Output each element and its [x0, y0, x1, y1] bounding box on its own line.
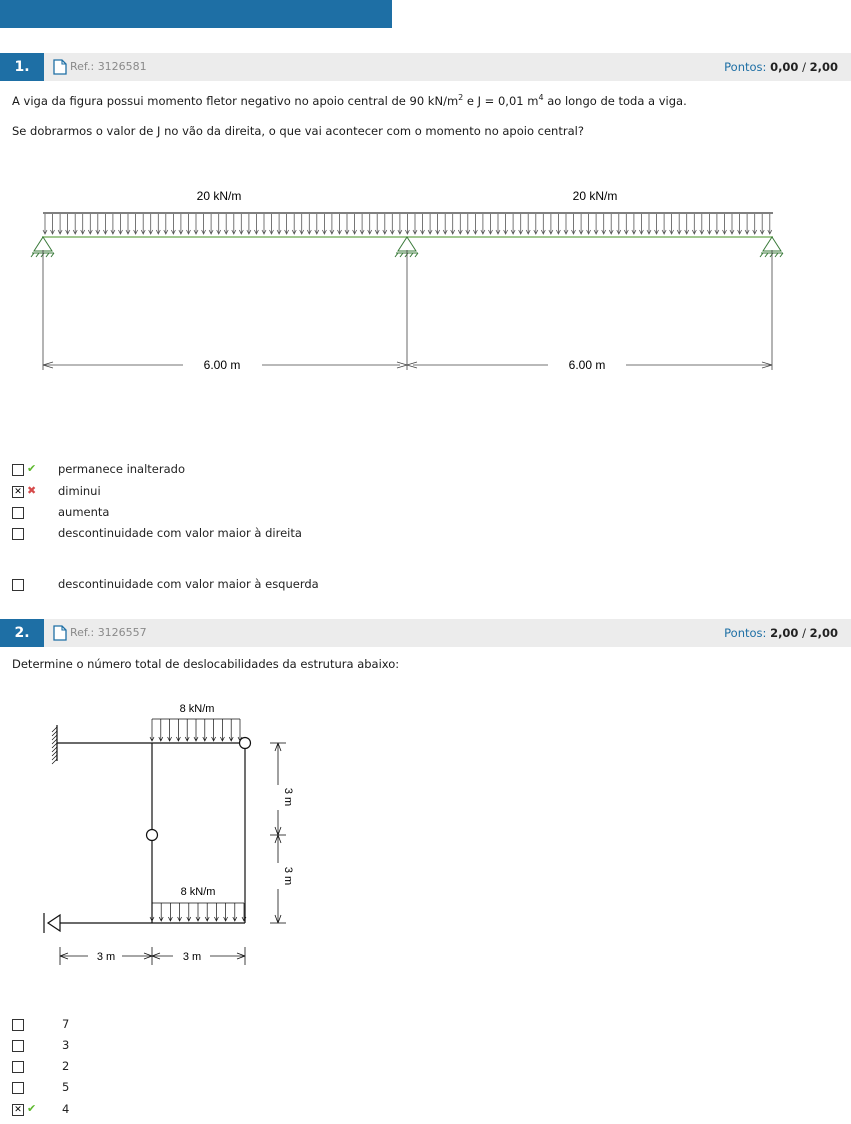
- question-ref: Ref.: 3126581: [70, 60, 147, 73]
- answer-option[interactable]: [12, 462, 432, 480]
- option-label: permanece inalterado: [58, 462, 185, 476]
- checkbox[interactable]: [12, 1019, 24, 1031]
- question-statement: [12, 93, 687, 108]
- question-2-header: [0, 619, 851, 647]
- question-number: 2.: [0, 619, 44, 647]
- answer-option[interactable]: [12, 484, 432, 502]
- superscript: 4: [538, 93, 544, 102]
- load-label-left: 20 kN/m: [196, 189, 242, 203]
- span-label-left: 6.00 m: [203, 358, 241, 372]
- load-label-top: 8 kN/m: [179, 703, 215, 715]
- load-label-bottom: 8 kN/m: [180, 886, 216, 898]
- option-label: 4: [62, 1102, 70, 1116]
- points-label: Pontos:: [724, 626, 771, 640]
- checkbox[interactable]: [12, 579, 24, 591]
- dim-vertical-bottom: 3 m: [282, 866, 294, 886]
- option-label: diminui: [58, 484, 101, 498]
- statement-part: A viga da figura possui momento fletor negativo no apoio central de 90 kN/m: [12, 93, 459, 108]
- document-icon[interactable]: [53, 59, 67, 75]
- question-ref: Ref.: 3126557: [70, 626, 147, 639]
- question-1-header: [0, 53, 851, 81]
- points-separator: /: [798, 626, 810, 640]
- superscript: 2: [458, 93, 464, 102]
- dim-horizontal-left: 3 m: [96, 951, 116, 963]
- question-prompt: Se dobrarmos o valor de J no vão da direita, o que vai acontecer com o momento no apoio central?: [12, 124, 584, 138]
- document-icon[interactable]: [53, 625, 67, 641]
- answer-option[interactable]: [12, 577, 432, 595]
- points-separator: /: [798, 60, 810, 74]
- points-display: [724, 53, 838, 81]
- checkbox-checked[interactable]: ✕: [12, 1104, 24, 1116]
- points-label: Pontos:: [724, 60, 771, 74]
- option-label: aumenta: [58, 505, 110, 519]
- question-statement: Determine o número total de deslocabilidades da estrutura abaixo:: [12, 657, 400, 671]
- points-total: 2,00: [809, 626, 838, 640]
- points-value: 2,00: [770, 626, 799, 640]
- checkbox[interactable]: [12, 1061, 24, 1073]
- span-label-right: 6.00 m: [568, 358, 606, 372]
- checkbox[interactable]: [12, 507, 24, 519]
- question-number: 1.: [0, 53, 44, 81]
- checkbox[interactable]: [12, 528, 24, 540]
- option-label: 5: [62, 1080, 70, 1094]
- option-label: descontinuidade com valor maior à esquerda: [58, 577, 319, 591]
- answer-option[interactable]: [12, 1059, 432, 1077]
- checkbox[interactable]: [12, 1040, 24, 1052]
- answer-option[interactable]: [12, 526, 432, 544]
- checkbox-checked[interactable]: ✕: [12, 486, 24, 498]
- answer-option[interactable]: [12, 505, 432, 523]
- checkbox[interactable]: [12, 464, 24, 476]
- statement-part: ao longo de toda a viga.: [543, 93, 687, 108]
- dim-vertical-top: 3 m: [282, 787, 294, 807]
- answer-option[interactable]: [12, 1017, 432, 1035]
- answer-option[interactable]: [12, 1038, 432, 1056]
- answer-option[interactable]: [12, 1102, 432, 1120]
- checkbox[interactable]: [12, 1082, 24, 1094]
- points-total: 2,00: [809, 60, 838, 74]
- statement-part: e J = 0,01 m: [463, 93, 539, 108]
- load-label-right: 20 kN/m: [572, 189, 618, 203]
- top-banner: [0, 0, 392, 28]
- dim-horizontal-right: 3 m: [182, 951, 202, 963]
- option-label: descontinuidade com valor maior à direita: [58, 526, 302, 540]
- option-label: 3: [62, 1038, 70, 1052]
- check-icon: ✔: [27, 1102, 37, 1115]
- option-label: 7: [62, 1017, 70, 1031]
- frame-figure: [30, 695, 310, 975]
- points-display: [724, 619, 838, 647]
- option-label: 2: [62, 1059, 70, 1073]
- beam-figure: [0, 180, 851, 380]
- answer-option[interactable]: [12, 1080, 432, 1098]
- check-icon: ✔: [27, 462, 37, 475]
- points-value: 0,00: [770, 60, 799, 74]
- cross-icon: ✖: [27, 484, 37, 497]
